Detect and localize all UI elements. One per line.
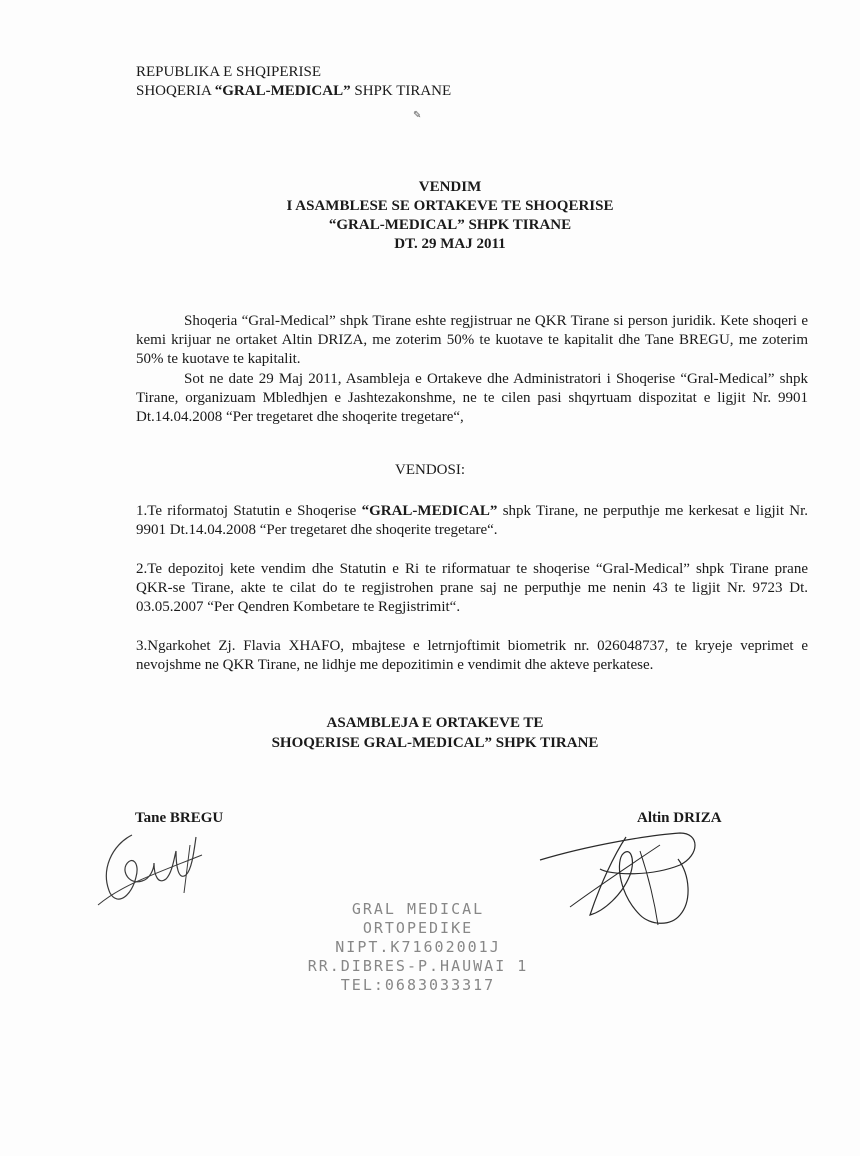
intro-paragraph-2: Sot ne date 29 Maj 2011, Asambleja e Ortakeve dhe Administratori i Shoqerise “Gral-Medical” shpk Tirane, organizuam Mbledhjen e Jashtezakonshme, ne te cilen pasi shqyrtuam dispozitat e ligjit Nr. 9901 Dt.14.04.2008 “Per tregetaret dhe shoqerite tregetare“, — [136, 371, 808, 425]
company-header-prefix: SHOQERIA — [136, 83, 215, 99]
point-1-company: “GRAL-MEDICAL” — [361, 503, 498, 519]
title-line-1: VENDIM — [418, 179, 482, 195]
stamp-line-4: RR.DIBRES-P.HAUWAI 1 — [307, 957, 529, 975]
stamp-line-2: ORTOPEDIKE — [362, 919, 474, 937]
point-1-prefix: 1.Te riformatoj Statutin e Shoqerise — [136, 503, 362, 519]
decision-point-1 — [136, 502, 808, 540]
decision-point-3: 3.Ngarkohet Zj. Flavia XHAFO, mbajtese e letrnjoftimit biometrik nr. 026048737, te kryeje veprimet e nevojshme ne QKR Tirane, ne lidhje me depozitimin e vendimit dhe akteve perkatese. — [136, 638, 808, 673]
signatory-left-name: Tane BREGU — [135, 810, 224, 826]
signature-right — [530, 815, 720, 940]
title-line-2: I ASAMBLESE SE ORTAKEVE TE SHOQERISE — [286, 198, 614, 214]
decision-point-2: 2.Te depozitoj kete vendim dhe Statutin e Ri te riformatuar te shoqerise “Gral-Medical” shpk Tirane prane QKR-se Tirane, akte te cilat do te regjistrohen prane saj ne perputhje me nenin 43 te ligjit Nr. 9723 Dt. 03.05.2007 “Per Qendren Kombetare te Regjistrimit“. — [136, 561, 808, 615]
decision-title — [0, 178, 860, 254]
stamp-line-1: GRAL MEDICAL — [351, 900, 485, 918]
assembly-line-2: SHOQERISE GRAL-MEDICAL” SHPK TIRANE — [271, 735, 599, 751]
point-1-suffix: shpk Tirane, ne perputhje me kerkesat e ligjit Nr. 9901 Dt.14.04.2008 “Per tregetaret dhe shoqerite tregetare“. — [136, 503, 808, 538]
title-line-3: “GRAL-MEDICAL” SHPK TIRANE — [328, 217, 572, 233]
company-header-suffix: SHPK TIRANE — [350, 83, 452, 99]
signature-left — [92, 815, 212, 920]
intro-paragraph-1: Shoqeria “Gral-Medical” shpk Tirane eshte regjistruar ne QKR Tirane si person juridik. Kete shoqeri e kemi krijuar ne ortaket Altin DRIZA, me zoterim 50% te kuotave te kapitalit dhe Tane BREGU, me zoterim 50% te kuotave te kapitalit. — [136, 313, 808, 367]
assembly-heading — [0, 713, 860, 753]
country-header: REPUBLIKA E SHQIPERISE — [136, 64, 322, 80]
decides-label: VENDOSI: — [395, 462, 465, 478]
company-stamp — [298, 900, 538, 995]
signatory-right-name: Altin DRIZA — [637, 810, 722, 826]
company-header-name: “GRAL-MEDICAL” — [214, 83, 351, 99]
ink-mark: ✎ — [413, 110, 422, 121]
company-header — [136, 82, 451, 101]
assembly-line-1: ASAMBLEJA E ORTAKEVE TE — [326, 715, 544, 731]
stamp-line-3: NIPT.K71602001J — [335, 938, 501, 956]
title-line-4: DT. 29 MAJ 2011 — [394, 236, 506, 252]
stamp-line-5: TEL:0683033317 — [340, 976, 496, 994]
